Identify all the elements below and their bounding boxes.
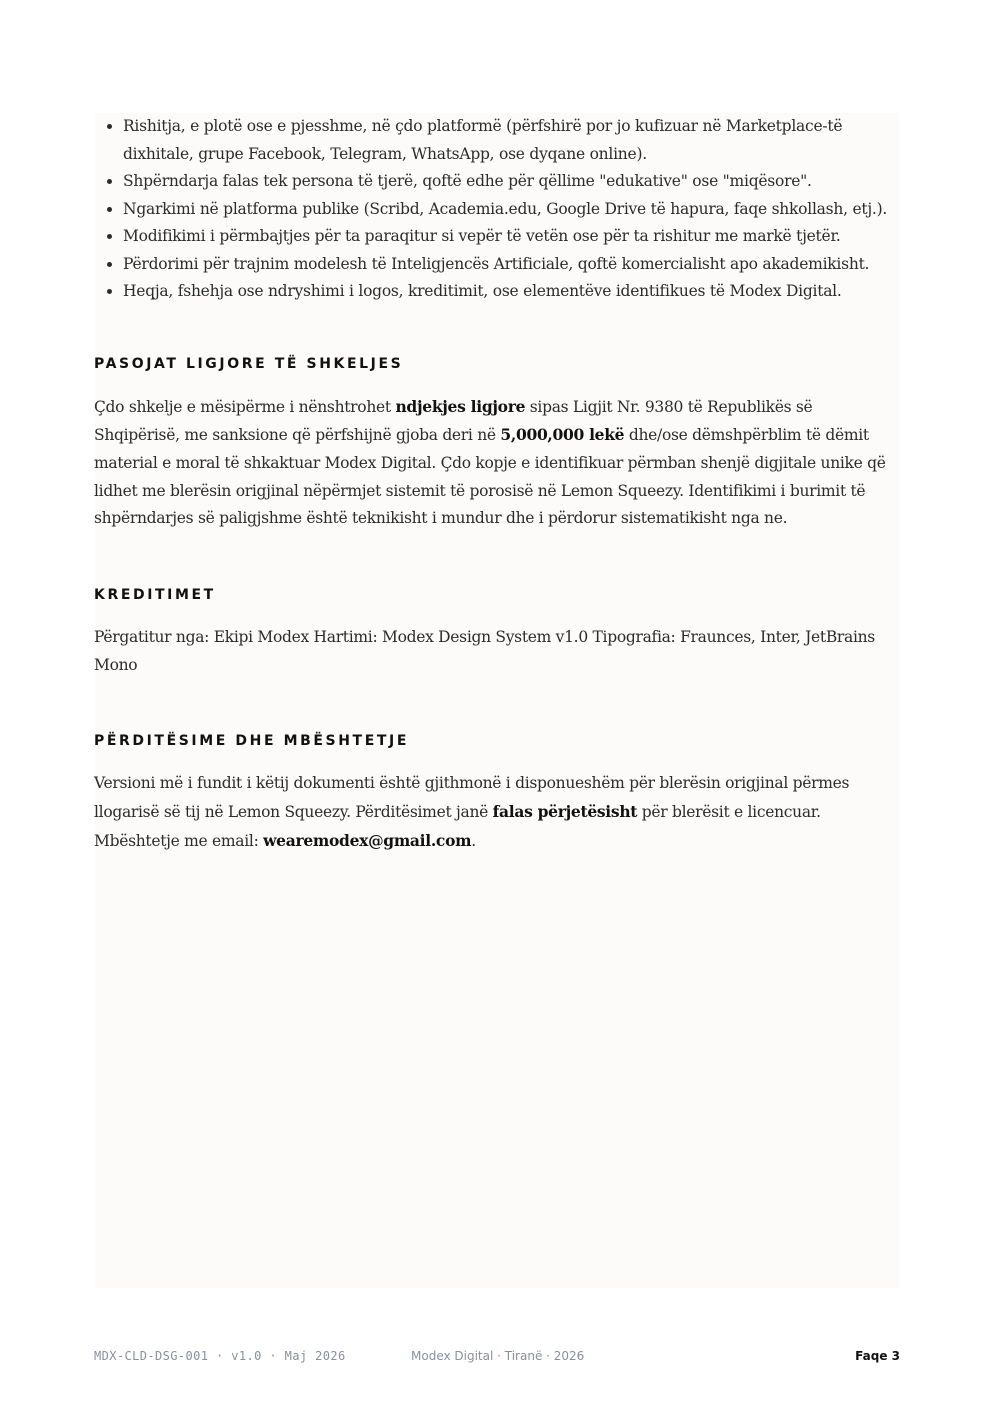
bold-fine-amount: 5,000,000 lekë	[500, 425, 625, 445]
credits-paragraph: Përgatitur nga: Ekipi Modex Hartimi: Modex Design System v1.0 Tipografia: Fraunces, Inter, JetBrains Mono	[94, 628, 875, 674]
section-heading-credits: KREDITIMET	[94, 587, 216, 604]
list-item: • Shpërndarja falas tek persona të tjerë, qoftë edhe për qëllime "edukative" ose "miqësore".	[123, 168, 900, 196]
prohibited-uses-list	[94, 113, 900, 306]
text-segment: Versioni më i fundit i këtij dokumenti është gjithmonë i disponueshëm për blerësin origjinal përmes llogarisë së tij në Lemon Squeezy. Përditësimet janë	[94, 774, 850, 822]
document-code: MDX-CLD-DSG-001 · v1.0 · Maj 2026	[94, 1349, 346, 1363]
list-item: • Heqja, fshehja ose ndryshimi i logos, kreditimit, ose elementëve identifikues të Modex Digital.	[123, 278, 900, 306]
bold-free-forever: falas përjetësisht	[492, 802, 638, 822]
document-body	[94, 113, 900, 856]
footer-company: Modex Digital · Tiranë · 2026	[411, 1349, 585, 1363]
list-item: • Rishitja, e plotë ose e pjesshme, në çdo platformë (përfshirë por jo kufizuar në Marketplace-të dixhitale, grupe Facebook, Telegram, WhatsApp, ose dyqane online).	[123, 113, 900, 168]
bold-legal-prosecution: ndjekjes ligjore	[395, 396, 526, 416]
legal-consequences-paragraph	[94, 393, 900, 534]
list-item: • Ngarkimi në platforma publike (Scribd, Academia.edu, Google Drive të hapura, faqe shkollash, etj.).	[123, 196, 900, 224]
section-heading-legal-consequences: PASOJAT LIGJORE TË SHKELJES	[94, 355, 404, 372]
section-heading-updates-support: PËRDITËSIME DHE MBËSHTETJE	[94, 733, 409, 750]
page-footer	[94, 1349, 900, 1365]
text-segment: për blerësit e licencuar. Mbështetje me email:	[94, 803, 821, 850]
updates-support-paragraph	[94, 770, 900, 855]
text-segment: dhe/ose dëmshpërblim të dëmit material e moral të shkaktuar Modex Digital. Çdo kopje e identifikuar përmban shenjë digjitale unike që lidhet me blerësin origjinal nëpërmjet sistemit të porosisë në Lemon Squeezy. Identifikimi i burimit të shpërndarjes së paligjshme është teknikisht i mundur dhe i përdorur sistematikisht nga ne.	[94, 426, 886, 528]
list-item: • Përdorimi për trajnim modelesh të Inteligjencës Artificiale, qoftë komercialisht apo akademikisht.	[123, 251, 900, 279]
text-segment: sipas Ligjit Nr. 9380 të Republikës së Shqipërisë, me sanksione që përfshijnë gjoba deri në	[94, 397, 813, 445]
text-segment: Çdo shkelje e mësipërme i nënshtrohet	[94, 397, 396, 416]
list-item: • Modifikimi i përmbajtjes për ta paraqitur si vepër të vetën ose për ta rishitur me markë tjetër.	[123, 223, 900, 251]
text-segment: .	[471, 831, 476, 850]
support-email-link[interactable]: wearemodex@gmail.com	[263, 830, 472, 850]
page-number: Faqe 3	[855, 1349, 900, 1363]
